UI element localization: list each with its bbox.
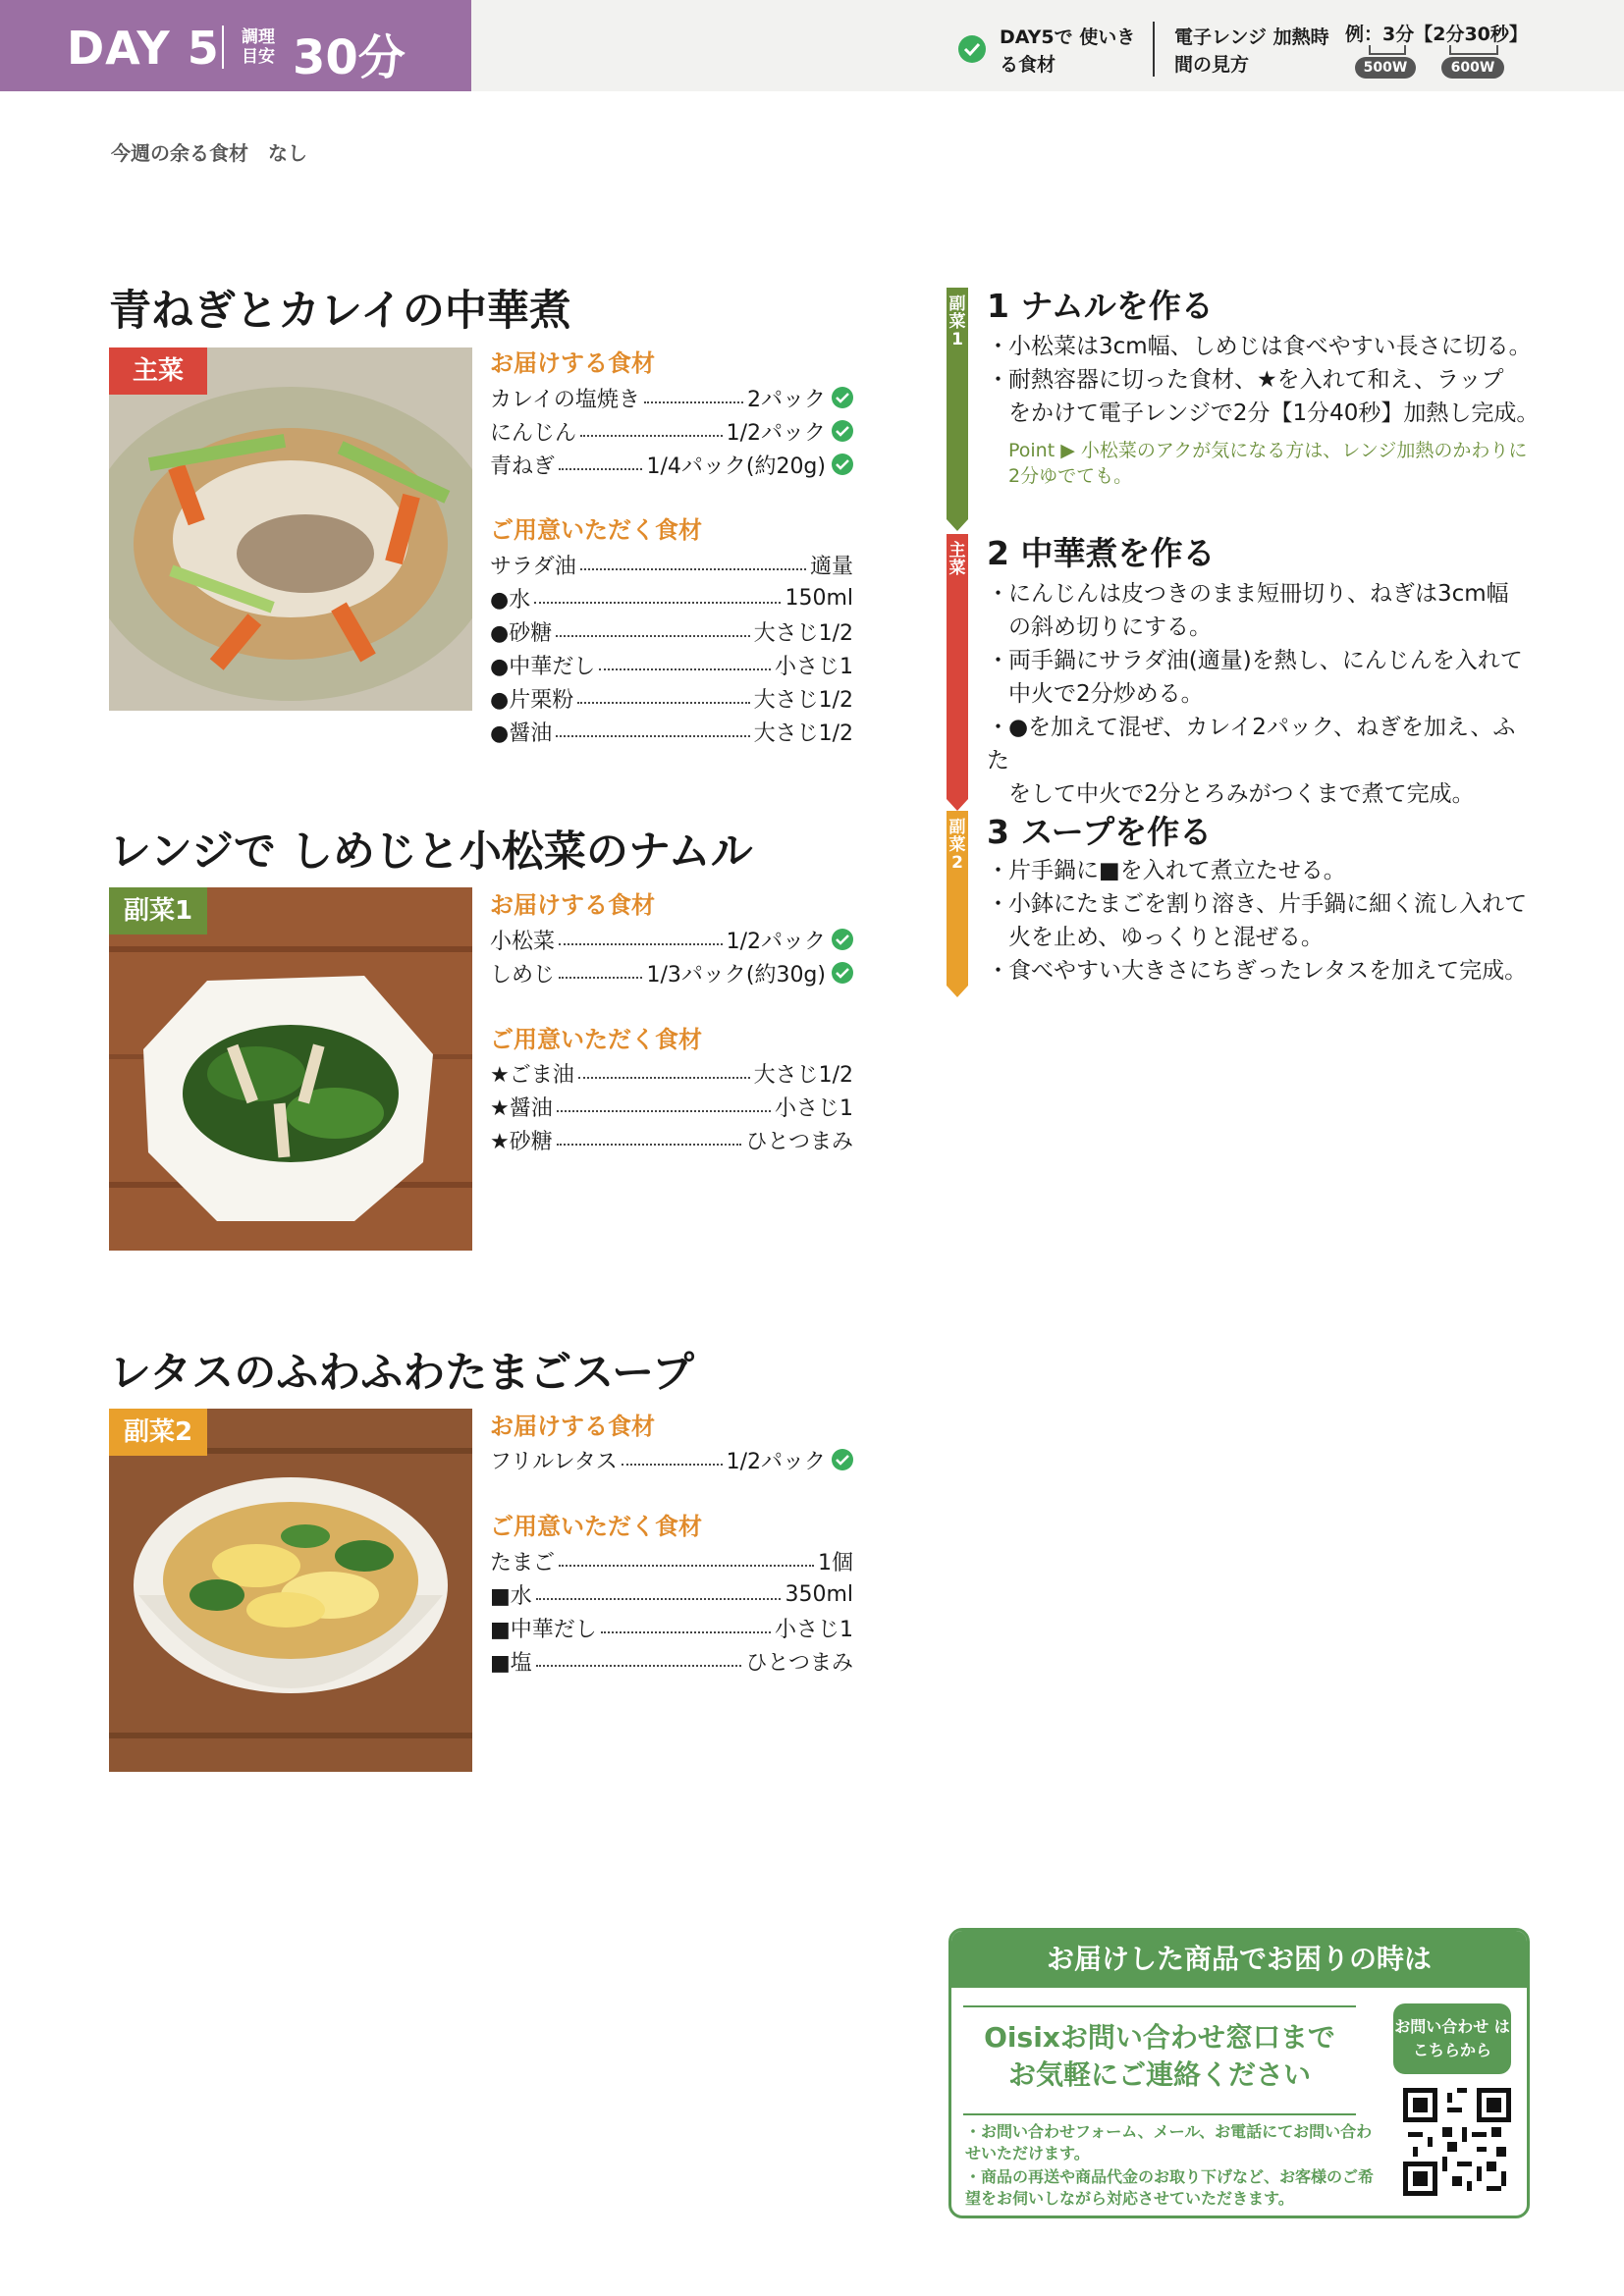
step-bar-side1: 副菜1 [947, 288, 968, 519]
step-bar-main: 主菜 [947, 534, 968, 799]
step-line: をして中火で2分とろみがつくまで煮て完成。 [1008, 781, 1475, 807]
photo-namul-dish [109, 887, 472, 1251]
step-line: をかけて電子レンジで2分【1分40秒】加熱し完成。 [1008, 400, 1540, 426]
ingredient-row: ●砂糖 大さじ1/2 [490, 620, 853, 646]
prepare-list-side1 [490, 1056, 853, 1156]
step-line: ・小松菜は3cm幅、しめじは食べやすい長さに切る。 [987, 334, 1532, 359]
step-title-2: 2 中華煮を作る [987, 534, 1216, 572]
step-title-1: 1 ナムルを作る [987, 287, 1214, 325]
ingredient-row: ●醤油 大さじ1/2 [490, 721, 853, 746]
check-icon [832, 454, 853, 475]
step-1-body [987, 330, 1558, 489]
step-line: の斜め切りにする。 [1008, 614, 1212, 640]
step-line: ・食べやすい大きさにちぎったレタスを加えて完成。 [987, 958, 1528, 984]
day-divider [222, 26, 224, 69]
help-note-1: ・お問い合わせフォーム、メール、お電話にてお問い合わせいただけます。 [965, 2122, 1373, 2163]
recipe-title-main: 青ねぎとカレイの中華煮 [109, 287, 571, 336]
step-bar-side2: 副菜2 [947, 811, 968, 986]
help-heading: お届けした商品でお困りの時は [951, 1931, 1527, 1988]
microwave-guide-label: 電子レンジ 加熱時間の見方 [1174, 27, 1329, 76]
header-divider [1153, 22, 1155, 77]
step-line: ・耐熱容器に切った食材、★を入れて和え、ラップ [987, 367, 1504, 393]
check-icon [832, 1449, 853, 1470]
deliver-title: お届けする食材 [490, 891, 655, 919]
check-icon [832, 387, 853, 408]
cook-time-label: 調理 目安 [242, 27, 275, 67]
help-box [948, 1928, 1530, 2218]
prepare-title: ご用意いただく食材 [490, 1026, 702, 1053]
cook-time-value: 30分 [293, 30, 406, 85]
step-line: ・にんじんは皮つきのまま短冊切り、ねぎは3cm幅 [987, 581, 1509, 607]
step-line: 中火で2分炒める。 [1008, 681, 1204, 707]
leftover-ingredients: 今週の余る食材 なし [111, 141, 307, 165]
deliver-list-main [490, 381, 853, 481]
ingredient-row: ●片栗粉 大さじ1/2 [490, 687, 853, 713]
step-3-body [987, 854, 1558, 988]
contact-bubble: お問い合わせ はこちらから [1393, 2003, 1511, 2074]
tag-side-dish-1: 副菜1 [109, 887, 207, 934]
bracket-600w [1449, 45, 1498, 55]
step-2-body [987, 577, 1558, 811]
ingredient-row: サラダ油 適量 [490, 554, 853, 579]
deliver-title: お届けする食材 [490, 1413, 655, 1440]
prepare-list-side2 [490, 1544, 853, 1678]
check-icon [958, 35, 986, 63]
deliver-list-side2 [490, 1443, 853, 1476]
ingredient-row: ★ごま油 大さじ1/2 [490, 1062, 853, 1088]
help-main-text: Oisixお問い合わせ窓口まで お気軽にご連絡ください [984, 2021, 1335, 2091]
deliver-list-side1 [490, 923, 853, 989]
step-line: ・片手鍋に■を入れて煮立たせる。 [987, 858, 1346, 883]
ingredient-row: 青ねぎ 1/4パック(約20g) [490, 448, 853, 481]
tag-side-dish-2: 副菜2 [109, 1409, 207, 1456]
help-divider [963, 2005, 1356, 2007]
recipe-title-side1: レンジで しめじと小松菜のナムル [109, 828, 753, 877]
prepare-title: ご用意いただく食材 [490, 1513, 702, 1540]
help-divider [963, 2113, 1356, 2115]
ingredient-row: ★砂糖 ひとつまみ [490, 1129, 853, 1154]
recipe-title-side2: レタスのふわふわたまごスープ [109, 1349, 694, 1398]
ingredient-row: ★醤油 小さじ1 [490, 1095, 853, 1121]
check-icon [832, 420, 853, 442]
microwave-example: 例：3分【2分30秒】 [1345, 24, 1528, 45]
check-icon [832, 929, 853, 950]
ingredient-row: フリルレタス 1/2パック [490, 1443, 853, 1476]
bracket-500w [1369, 45, 1406, 55]
help-note-2: ・商品の再送や商品代金のお取り下げなど、お客様のご希望をお伺いしながら対応させていただきます。 [965, 2167, 1375, 2208]
step-line: 火を止め、ゆっくりと混ぜる。 [1008, 925, 1324, 950]
step-point: Point ▶ 小松菜のアクが気になる方は、レンジ加熱のかわりに2分ゆでても。 [1008, 440, 1528, 487]
deliver-title: お届けする食材 [490, 349, 655, 377]
photo-flounder-dish [109, 347, 472, 711]
ingredient-row: たまご 1個 [490, 1550, 853, 1575]
day-label: DAY 5 [67, 22, 220, 75]
ingredient-row: ■中華だし 小さじ1 [490, 1617, 853, 1642]
ingredient-row: ●水 150ml [490, 585, 853, 613]
use-up-label: DAY5で 使いきる食材 [1000, 27, 1136, 76]
ingredient-row: ■水 350ml [490, 1581, 853, 1609]
qr-code[interactable] [1403, 2088, 1511, 2196]
tag-main-dish: 主菜 [109, 347, 207, 395]
ingredient-row: 小松菜 1/2パック [490, 923, 853, 956]
check-icon [832, 962, 853, 984]
step-line: ・両手鍋にサラダ油(適量)を熱し、にんじんを入れて [987, 648, 1523, 673]
ingredient-row: しめじ 1/3パック(約30g) [490, 956, 853, 989]
prepare-title: ご用意いただく食材 [490, 516, 702, 544]
ingredient-row: にんじん 1/2パック [490, 414, 853, 448]
photo-egg-soup [109, 1409, 472, 1772]
badge-500w: 500W [1355, 57, 1416, 79]
ingredient-row: ●中華だし 小さじ1 [490, 654, 853, 679]
ingredient-row: ■塩 ひとつまみ [490, 1650, 853, 1676]
badge-600w: 600W [1441, 57, 1504, 79]
step-line: ・小鉢にたまごを割り溶き、片手鍋に細く流し入れて [987, 891, 1528, 917]
step-line: ・●を加えて混ぜ、カレイ2パック、ねぎを加え、ふた [987, 715, 1516, 774]
prepare-list-main [490, 548, 853, 748]
step-title-3: 3 スープを作る [987, 813, 1213, 851]
ingredient-row: カレイの塩焼き 2パック [490, 381, 853, 414]
